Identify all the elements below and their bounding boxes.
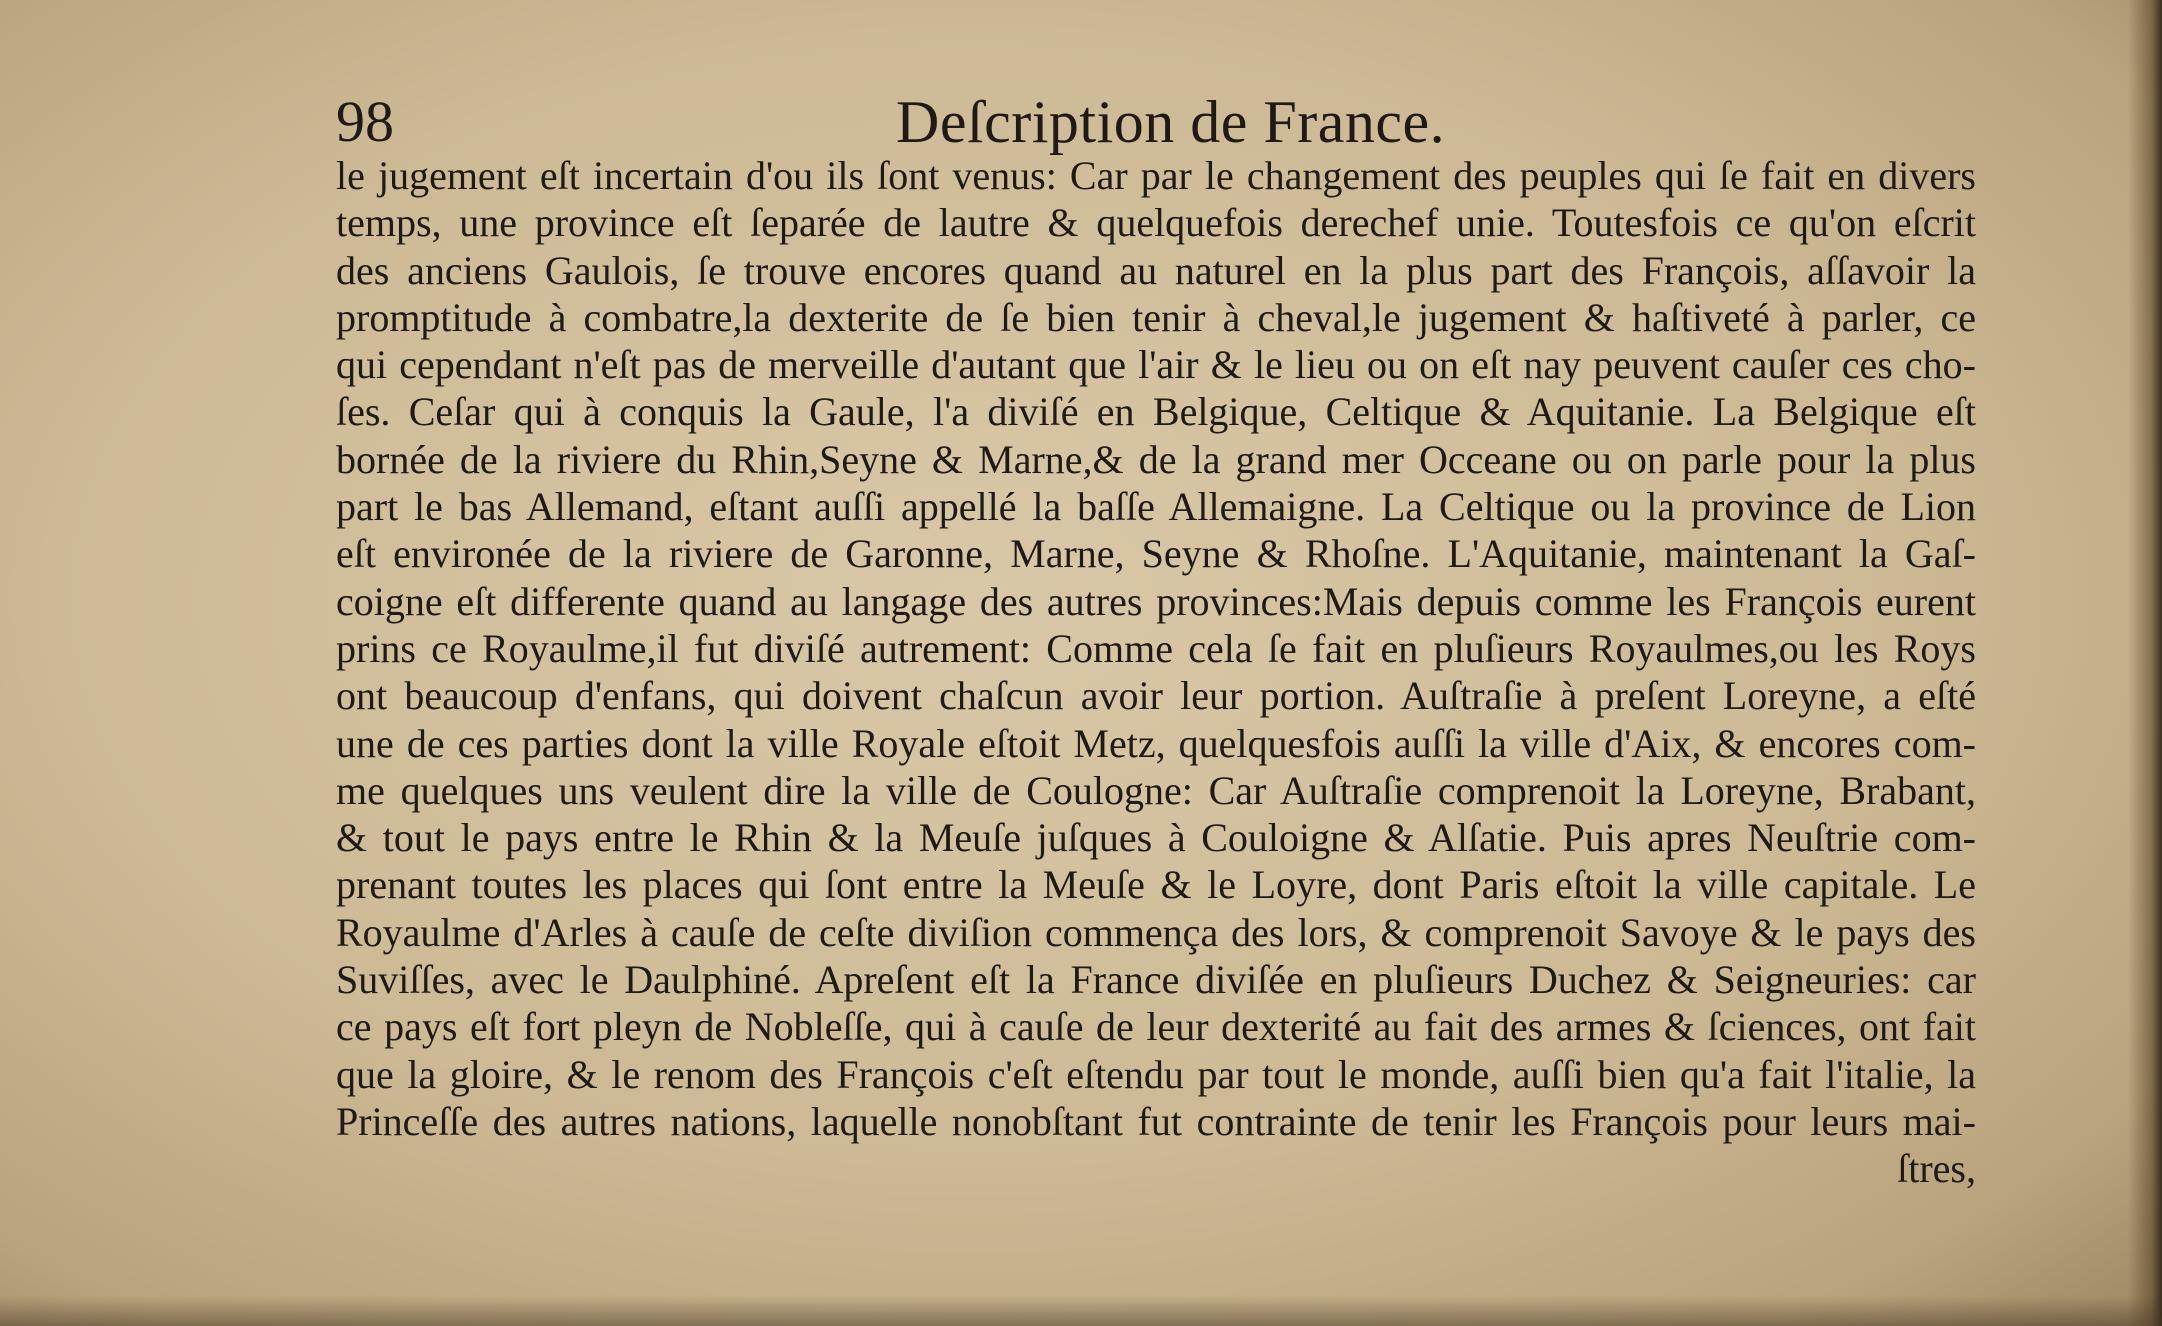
running-title: Deſcription de France. bbox=[896, 89, 1446, 155]
text-line: ce pays eſt fort pleyn de Nobleſſe, qui à cauſe de leur dexterité au fait des armes & ſciences, ont fait bbox=[336, 1004, 1976, 1050]
text-line: prenant toutes les places qui ſont entre la Meuſe & le Loyre, dont Paris eſtoit la ville capitale. Le bbox=[336, 862, 1976, 908]
page-number: 98 bbox=[336, 89, 394, 154]
text-line: temps, une province eſt ſeparée de lautre & quelquefois derechef unie. Toutesfois ce qu'on eſcrit bbox=[336, 200, 1976, 246]
text-line: prins ce Royaulme,il fut diviſé autrement: Comme cela ſe fait en pluſieurs Royaulmes,ou les Roys bbox=[336, 625, 1976, 671]
catchword: ſtres, bbox=[1897, 1146, 1976, 1192]
text-line: qui cependant n'eſt pas de merveille d'autant que l'air & le lieu ou on eſt nay peuvent cauſer ces cho- bbox=[336, 342, 1976, 388]
text-line: que la gloire, & le renom des François c'eſt eſtendu par tout le monde, auſſi bien qu'a fait l'italie, la bbox=[336, 1051, 1976, 1097]
text-line: me quelques uns veulent dire la ville de Coulogne: Car Auſtraſie comprenoit la Loreyne, Brabant, bbox=[336, 767, 1976, 813]
text-line: des anciens Gaulois, ſe trouve encores quand au naturel en la plus part des François, aſſavoir la bbox=[336, 247, 1976, 293]
text-line: Suviſſes, avec le Daulphiné. Apreſent eſt la France diviſée en pluſieurs Duchez & Seigneuries: car bbox=[336, 957, 1976, 1003]
text-line: ont beaucoup d'enfans, qui doivent chaſcun avoir leur portion. Auſtraſie à preſent Loreyne, a eſté bbox=[336, 673, 1976, 719]
text-line: promptitude à combatre,la dexterite de ſe bien tenir à cheval,le jugement & haſtiveté à parler, ce bbox=[336, 294, 1976, 340]
text-line: Royaulme d'Arles à cauſe de ceſte diviſion commença des lors, & comprenoit Savoye & le pays des bbox=[336, 909, 1976, 955]
text-line: eſt environée de la riviere de Garonne, Marne, Seyne & Rhoſne. L'Aquitanie, maintenant la Gaſ- bbox=[336, 531, 1976, 577]
page-bottom-shadow bbox=[0, 1296, 2162, 1326]
text-line: coigne eſt differente quand au langage des autres provinces:Mais depuis comme les François eurent bbox=[336, 578, 1976, 624]
text-line: ſes. Ceſar qui à conquis la Gaule, l'a diviſé en Belgique, Celtique & Aquitanie. La Belgique eſt bbox=[336, 389, 1976, 435]
page-edge-shadow bbox=[2128, 0, 2162, 1326]
text-line: le jugement eſt incertain d'ou ils ſont venus: Car par le changement des peuples qui ſe fait en divers bbox=[336, 153, 1976, 198]
text-line: & tout le pays entre le Rhin & la Meuſe juſques à Couloigne & Alſatie. Puis apres Neuſtrie com- bbox=[336, 815, 1976, 861]
text-line: part le bas Allemand, eſtant auſſi appellé la baſſe Allemaigne. La Celtique ou la province de Lion bbox=[336, 484, 1976, 530]
page-header bbox=[336, 82, 1976, 162]
text-line: une de ces parties dont la ville Royale eſtoit Metz, quelquesfois auſſi la ville d'Aix, & encores com- bbox=[336, 720, 1976, 766]
text-line: bornée de la riviere du Rhin,Seyne & Marne,& de la grand mer Occeane ou on parle pour la plus bbox=[336, 436, 1976, 482]
body-text bbox=[336, 152, 1976, 1193]
text-line: Princeſſe des autres nations, laquelle nonobſtant fut contrainte de tenir les François pour leurs mai- bbox=[336, 1098, 1976, 1144]
